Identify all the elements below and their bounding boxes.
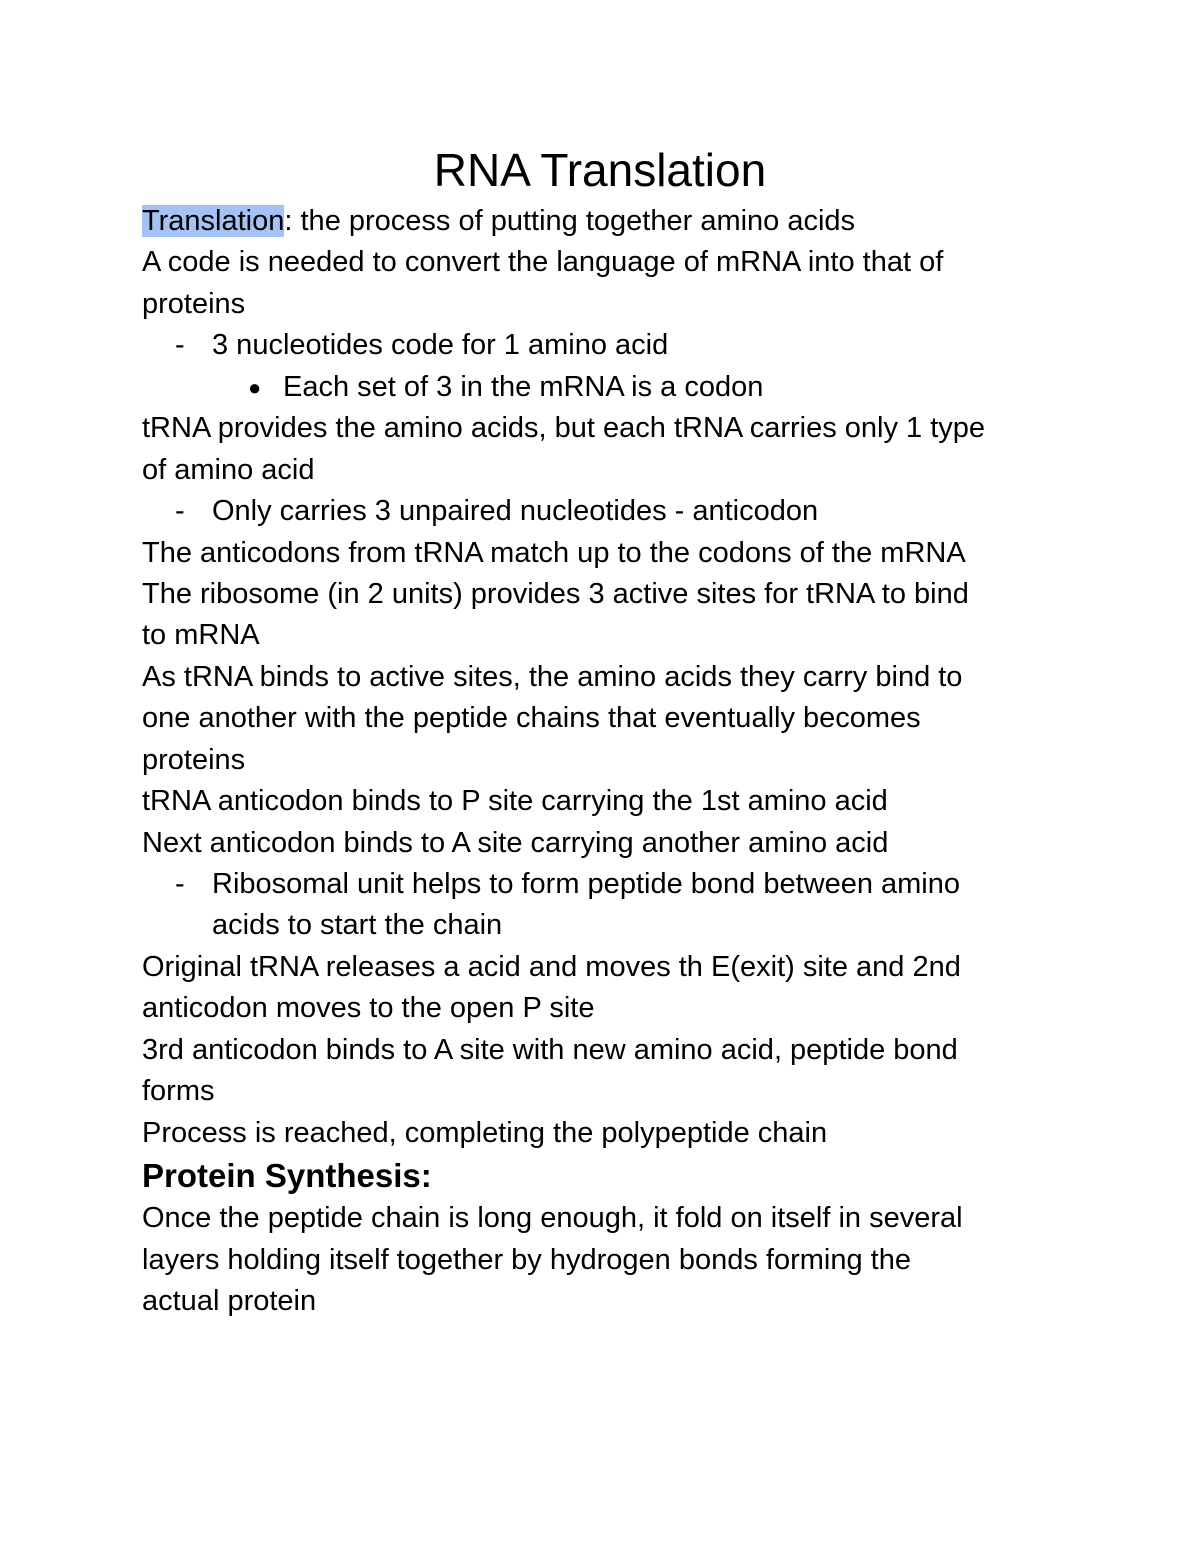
highlighted-term: Translation: [142, 205, 285, 237]
text-line: Once the peptide chain is long enough, it fold on itself in several: [142, 1202, 963, 1235]
dash-item-continuation: acids to start the chain: [212, 909, 503, 942]
bullet-item-text: Each set of 3 in the mRNA is a codon: [283, 370, 764, 403]
document-body: [142, 201, 1102, 1322]
text-line: proteins: [142, 287, 246, 320]
definition-text: : the process of putting together amino acids: [284, 205, 856, 237]
dash-item-text: 3 nucleotides code for 1 amino acid: [212, 329, 669, 362]
text-line: The anticodons from tRNA match up to the codons of the mRNA: [142, 536, 966, 569]
text-line: tRNA anticodon binds to P site carrying the 1st amino acid: [142, 785, 888, 818]
text-line: As tRNA binds to active sites, the amino acids they carry bind to: [142, 660, 963, 693]
dash-item: [142, 491, 1102, 532]
text-line: actual protein: [142, 1284, 317, 1317]
text-line: tRNA provides the amino acids, but each tRNA carries only 1 type: [142, 412, 986, 445]
text-line: Process is reached, completing the polypeptide chain: [142, 1116, 828, 1149]
definition-line: [142, 201, 1102, 242]
text-line: layers holding itself together by hydrogen bonds forming the: [142, 1243, 911, 1276]
section-heading: Protein Synthesis:: [142, 1157, 432, 1195]
text-line: forms: [142, 1075, 215, 1108]
dash-item: [142, 325, 1102, 366]
text-line: of amino acid: [142, 453, 315, 486]
text-line: Next anticodon binds to A site carrying another amino acid: [142, 826, 889, 859]
text-line: The ribosome (in 2 units) provides 3 active sites for tRNA to bind: [142, 577, 969, 610]
dash-item-text: Ribosomal unit helps to form peptide bond between amino: [212, 868, 961, 900]
document-title: RNA Translation: [433, 144, 767, 196]
text-line: proteins: [142, 743, 246, 776]
text-line: to mRNA: [142, 619, 260, 652]
text-line: anticodon moves to the open P site: [142, 992, 595, 1025]
bullet-item: [142, 367, 1102, 408]
text-line: 3rd anticodon binds to A site with new amino acid, peptide bond: [142, 1033, 958, 1066]
bullet-icon: ●: [248, 374, 262, 400]
text-line: one another with the peptide chains that eventually becomes: [142, 702, 921, 735]
dash-item-text: Only carries 3 unpaired nucleotides - anticodon: [212, 495, 819, 528]
dash-marker: -: [175, 868, 185, 900]
dash-marker: -: [175, 495, 185, 528]
text-line: A code is needed to convert the language of mRNA into that of: [142, 246, 944, 279]
dash-item: [142, 864, 1102, 905]
text-line: Original tRNA releases a acid and moves th E(exit) site and 2nd: [142, 950, 961, 983]
dash-marker: -: [175, 329, 185, 362]
